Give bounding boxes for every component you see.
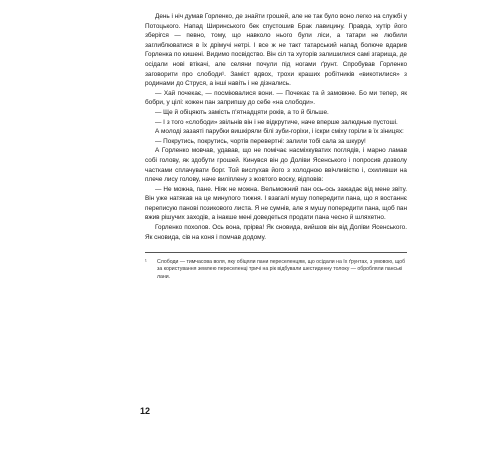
footnote-text: Слободи — тимчасова воля, яку обіцяли пани переселенцям, що осідали на їх ґрунтах, з умовою, щоб за користування землею переселенці тричі на рік відбували шестиденну толоку — обробляли панські лани. bbox=[157, 259, 406, 280]
paragraph: — Покрутись, покрутись, чортів перевертні: залили тобі сала за шкуру! bbox=[155, 137, 366, 145]
paragraph: — І з того «слободи» звільнів він і не відкрутиче, наче вперше залюдные пустоші. bbox=[155, 118, 398, 126]
footnote bbox=[145, 259, 407, 281]
page-number: 12 bbox=[140, 406, 151, 416]
paragraph: День і ніч думав Горленко, де знайти грошей, але не так було воно легко на службі у Потоцького. Напад Шиpинського бек спустошив Брак лавицину. Правда, хутір його зберігся — певно, тому, що навколо нього були ліси, а татари не любили заглиблюватися в їх дрімучі нетрі. І все ж не такт татарський напад болюче вдарив Горленка по кишені. Видимо посвідство. Він сіл та хуторів залишилися самі згарища, де осідали нові втікачі, але селяни почули під ногами ґрунт. Спробував Горленко заговорити про слободи¹. Заміст вдвох, трохи краших робітників «викотилися» з родинами до Струся, а інші навіть і не дізнались. bbox=[145, 13, 407, 88]
paragraph: А Горленко мовчав, удавав, що не помічає насміхкуватих поглядів, і марно ламав собі голову, як здобути грошей. Кинувся він до Доліви Ясенського і попросив дозволу частками сплачувати борг. Той вислухав його з холодною ввічливістю і, схиливши на плече лису голову, наче виліплену з жовтого воску, відповів: bbox=[145, 147, 407, 184]
book-page bbox=[145, 12, 407, 281]
footnote-mark: ¹ bbox=[145, 259, 147, 266]
paragraph: — Не можна, пане. Ніяк не можна. Вельможний пан ось-ось зажадає від мене звіту. Він уже натякав на це минулого тижня. І взагалі мушу попередити пана, що я востаннє переписую панові позикового листа. Я не сумнів, але я мушу попередити пана, щоб пан вжив рішучих заходів, а інакше мені доведеться продати пана чесно й шляхетно. bbox=[145, 185, 407, 222]
paragraph: Горленко похолов. Ось вона, прірва! Як сновида, вийшов він від Доліви Ясенського. Як сновида, сів на коня і помчав додому. bbox=[145, 224, 407, 241]
paragraph: — Ще й обіцяють замість п'ятнадцяти років, а то й більше. bbox=[155, 108, 329, 116]
paragraph: — Хай почекає, — посміювалися вони. — Почекає та й замовкне. Бо ми тепер, як бобри, у цілі: кожен пан заприпшу до себе «на слободи». bbox=[145, 89, 407, 107]
footnote-divider bbox=[145, 252, 407, 253]
paragraph: А молоді зазаяті парубки вишкіряли білі зуби-горіхи, і іскри сміху горіли в їх зіницях: bbox=[155, 128, 404, 136]
body-text bbox=[145, 12, 407, 242]
